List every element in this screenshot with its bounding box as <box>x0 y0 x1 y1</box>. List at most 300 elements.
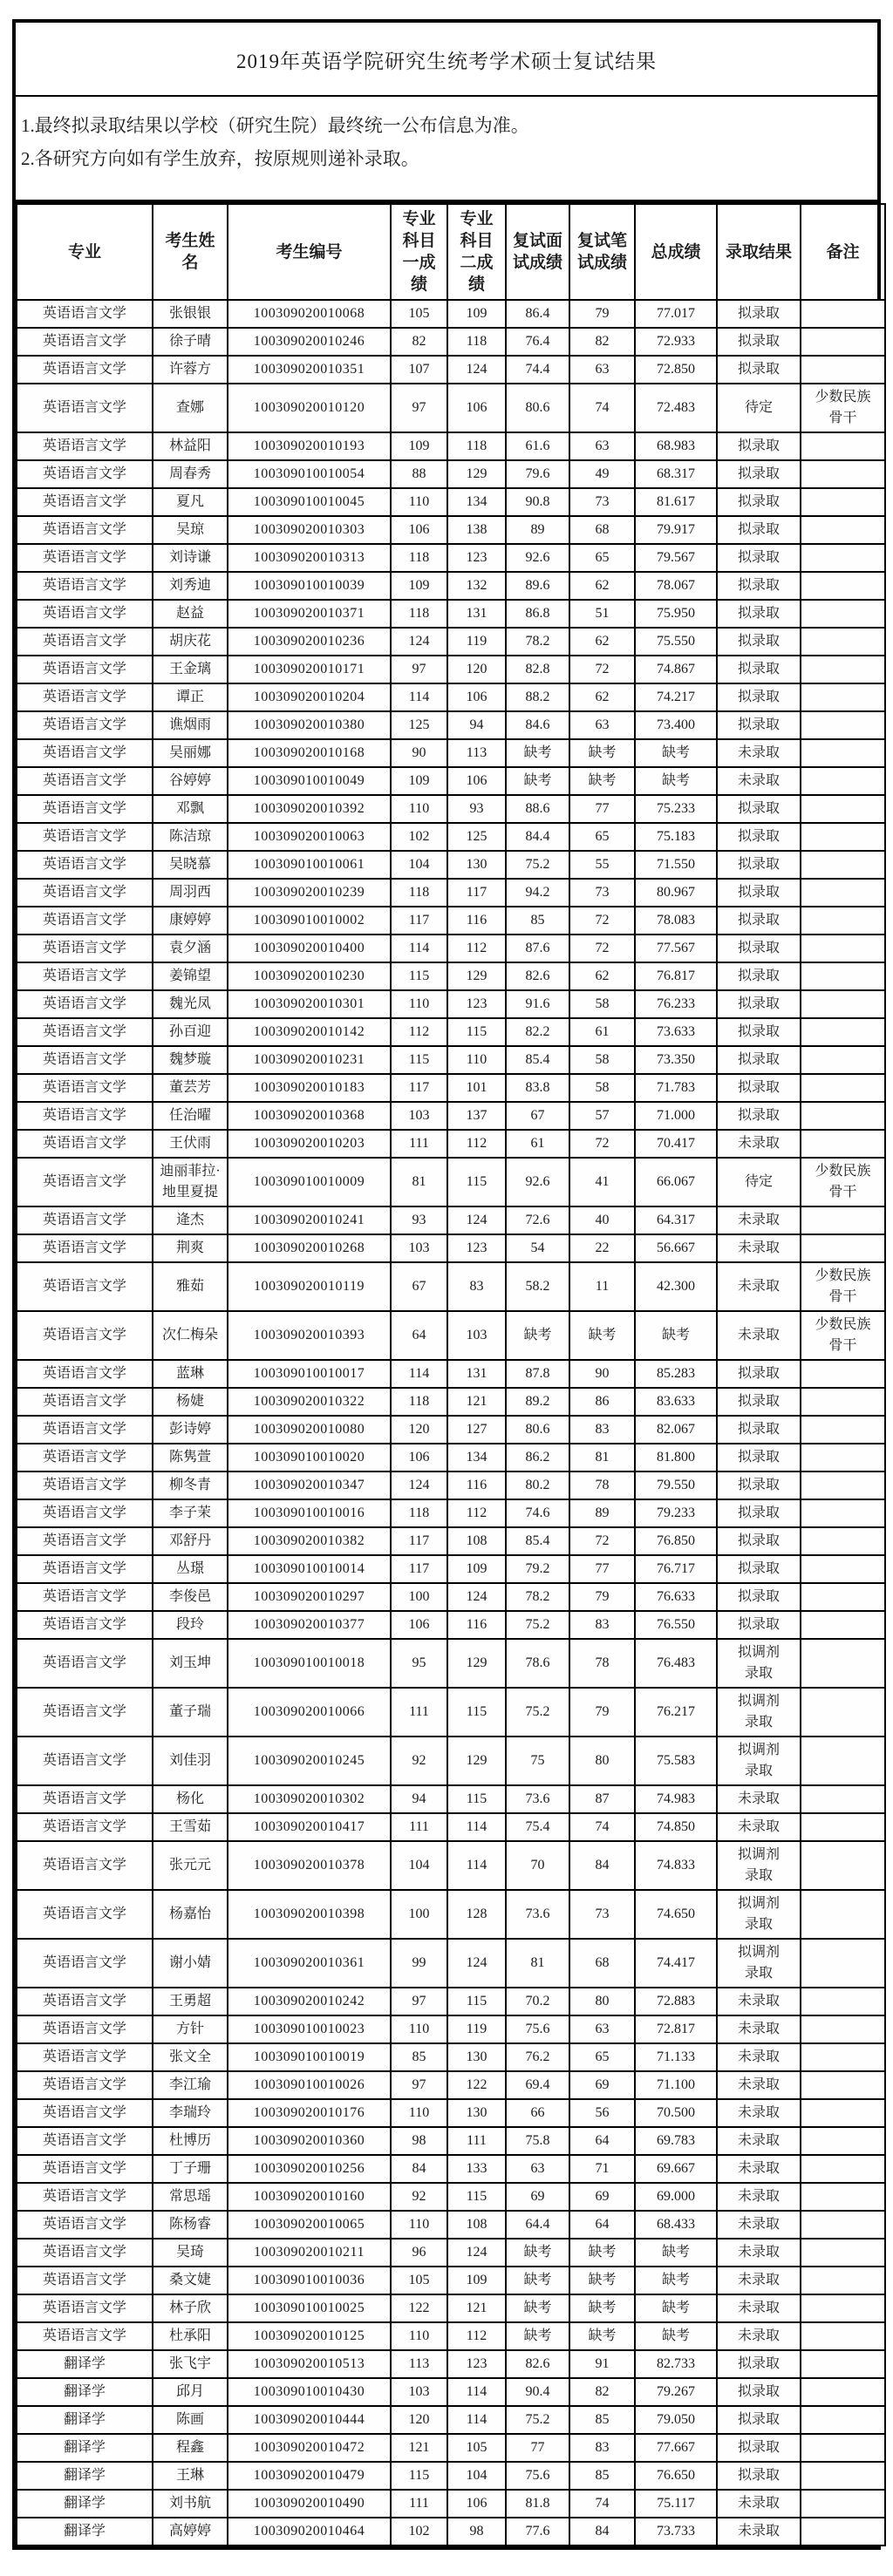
cell-interview: 缺考 <box>506 2239 569 2267</box>
cell-candidate-id: 100309010010049 <box>228 767 391 795</box>
cell-name: 许蓉方 <box>153 356 228 384</box>
cell-total: 73.733 <box>635 2518 717 2545</box>
cell-major: 英语语言文学 <box>17 2267 153 2294</box>
cell-major: 翻译学 <box>17 2350 153 2378</box>
table-row <box>17 1939 885 1988</box>
cell-subject2: 115 <box>447 1158 506 1206</box>
cell-major: 英语语言文学 <box>17 767 153 795</box>
cell-interview: 77 <box>506 2434 569 2462</box>
cell-written: 58 <box>569 990 635 1018</box>
cell-subject1: 115 <box>391 2462 447 2490</box>
cell-result: 拟录取 <box>717 2462 801 2490</box>
cell-total: 64.317 <box>635 1206 717 1234</box>
cell-major: 英语语言文学 <box>17 907 153 935</box>
cell-name: 刘诗谦 <box>153 544 228 572</box>
cell-major: 翻译学 <box>17 2518 153 2545</box>
cell-subject2: 121 <box>447 2294 506 2322</box>
cell-candidate-id: 100309020010472 <box>228 2434 391 2462</box>
cell-total: 85.283 <box>635 1360 717 1388</box>
cell-result: 未录取 <box>717 2183 801 2211</box>
cell-written: 缺考 <box>569 2294 635 2322</box>
cell-candidate-id: 100309020010168 <box>228 739 391 767</box>
cell-result: 拟录取 <box>717 628 801 656</box>
header-result: 录取结果 <box>717 204 801 300</box>
cell-result: 拟录取 <box>717 1416 801 1444</box>
cell-subject1: 64 <box>391 1311 447 1360</box>
cell-remark <box>801 683 885 711</box>
cell-name: 夏凡 <box>153 488 228 516</box>
cell-subject1: 103 <box>391 1102 447 1130</box>
cell-result: 拟录取 <box>717 656 801 683</box>
cell-name: 赵益 <box>153 600 228 628</box>
cell-result: 拟录取 <box>717 1527 801 1555</box>
table-row <box>17 990 885 1018</box>
cell-remark <box>801 1444 885 1472</box>
cell-interview: 86.4 <box>506 300 569 328</box>
cell-written: 78 <box>569 1639 635 1688</box>
cell-remark: 少数民族骨干 <box>801 1158 885 1206</box>
cell-candidate-id: 100309020010297 <box>228 1583 391 1611</box>
cell-major: 英语语言文学 <box>17 2155 153 2183</box>
cell-subject2: 106 <box>447 767 506 795</box>
cell-total: 69.000 <box>635 2183 717 2211</box>
cell-total: 74.983 <box>635 1785 717 1813</box>
cell-major: 英语语言文学 <box>17 2099 153 2127</box>
cell-written: 缺考 <box>569 2322 635 2350</box>
cell-written: 63 <box>569 356 635 384</box>
table-row <box>17 1639 885 1688</box>
cell-interview: 75.2 <box>506 1688 569 1737</box>
cell-name: 王琳 <box>153 2462 228 2490</box>
cell-subject1: 93 <box>391 1206 447 1234</box>
cell-subject1: 118 <box>391 1499 447 1527</box>
cell-total: 56.667 <box>635 1234 717 1262</box>
cell-interview: 87.6 <box>506 935 569 962</box>
cell-subject1: 105 <box>391 300 447 328</box>
cell-subject1: 110 <box>391 488 447 516</box>
cell-name: 刘佳羽 <box>153 1737 228 1785</box>
cell-subject1: 121 <box>391 2434 447 2462</box>
cell-subject2: 105 <box>447 2434 506 2462</box>
cell-interview: 70.2 <box>506 1988 569 2015</box>
cell-result: 拟录取 <box>717 488 801 516</box>
cell-written: 58 <box>569 1074 635 1102</box>
cell-remark <box>801 544 885 572</box>
cell-candidate-id: 100309020010176 <box>228 2099 391 2127</box>
cell-major: 英语语言文学 <box>17 1583 153 1611</box>
cell-interview: 74.4 <box>506 356 569 384</box>
cell-subject2: 109 <box>447 2267 506 2294</box>
cell-remark: 少数民族骨干 <box>801 1311 885 1360</box>
note-line-1: 1.最终拟录取结果以学校（研究生院）最终统一公布信息为准。 <box>21 115 529 136</box>
cell-subject1: 106 <box>391 1611 447 1639</box>
header-row <box>17 204 885 300</box>
cell-candidate-id: 100309020010400 <box>228 935 391 962</box>
cell-name: 张元元 <box>153 1841 228 1890</box>
cell-result: 拟录取 <box>717 432 801 460</box>
cell-remark <box>801 1527 885 1555</box>
cell-name: 康婷婷 <box>153 907 228 935</box>
cell-subject1: 97 <box>391 656 447 683</box>
cell-name: 胡庆花 <box>153 628 228 656</box>
cell-subject2: 123 <box>447 990 506 1018</box>
cell-subject1: 114 <box>391 1360 447 1388</box>
cell-total: 74.217 <box>635 683 717 711</box>
table-row <box>17 1785 885 1813</box>
cell-written: 82 <box>569 2378 635 2406</box>
cell-name: 李子茉 <box>153 1499 228 1527</box>
cell-major: 英语语言文学 <box>17 1785 153 1813</box>
cell-total: 83.633 <box>635 1388 717 1416</box>
cell-subject1: 110 <box>391 2015 447 2043</box>
cell-written: 81 <box>569 1444 635 1472</box>
cell-written: 83 <box>569 1416 635 1444</box>
cell-written: 62 <box>569 628 635 656</box>
cell-written: 71 <box>569 2155 635 2183</box>
cell-interview: 90.4 <box>506 2378 569 2406</box>
cell-candidate-id: 100309020010513 <box>228 2350 391 2378</box>
cell-remark <box>801 1360 885 1388</box>
table-row <box>17 1813 885 1841</box>
cell-written: 84 <box>569 2518 635 2545</box>
cell-candidate-id: 100309010010054 <box>228 460 391 488</box>
cell-candidate-id: 100309010010045 <box>228 488 391 516</box>
table-row <box>17 2322 885 2350</box>
cell-major: 英语语言文学 <box>17 300 153 328</box>
cell-subject1: 94 <box>391 1785 447 1813</box>
cell-subject1: 106 <box>391 1444 447 1472</box>
cell-remark <box>801 1841 885 1890</box>
cell-remark <box>801 1472 885 1499</box>
cell-remark <box>801 1018 885 1046</box>
cell-subject2: 119 <box>447 2015 506 2043</box>
cell-written: 64 <box>569 2211 635 2239</box>
cell-total: 74.650 <box>635 1890 717 1939</box>
cell-total: 69.783 <box>635 2127 717 2155</box>
cell-subject2: 109 <box>447 300 506 328</box>
cell-major: 英语语言文学 <box>17 2183 153 2211</box>
cell-subject2: 112 <box>447 1130 506 1158</box>
cell-subject2: 122 <box>447 2071 506 2099</box>
cell-total: 66.067 <box>635 1158 717 1206</box>
cell-subject2: 104 <box>447 2462 506 2490</box>
cell-total: 42.300 <box>635 1262 717 1311</box>
cell-total: 78.083 <box>635 907 717 935</box>
table-row <box>17 879 885 907</box>
cell-candidate-id: 100309020010392 <box>228 795 391 823</box>
cell-written: 73 <box>569 879 635 907</box>
cell-result: 拟录取 <box>717 544 801 572</box>
cell-subject2: 132 <box>447 572 506 600</box>
cell-candidate-id: 100309020010393 <box>228 1311 391 1360</box>
cell-candidate-id: 100309020010368 <box>228 1102 391 1130</box>
cell-name: 段玲 <box>153 1611 228 1639</box>
cell-result: 未录取 <box>717 1311 801 1360</box>
table-row <box>17 2127 885 2155</box>
cell-subject1: 100 <box>391 1583 447 1611</box>
cell-interview: 92.6 <box>506 544 569 572</box>
cell-subject2: 115 <box>447 1785 506 1813</box>
cell-interview: 78.2 <box>506 1583 569 1611</box>
cell-subject2: 129 <box>447 1737 506 1785</box>
cell-candidate-id: 100309020010417 <box>228 1813 391 1841</box>
cell-major: 英语语言文学 <box>17 1499 153 1527</box>
cell-written: 64 <box>569 2127 635 2155</box>
cell-interview: 83.8 <box>506 1074 569 1102</box>
cell-interview: 缺考 <box>506 1311 569 1360</box>
cell-subject1: 120 <box>391 2406 447 2434</box>
cell-major: 英语语言文学 <box>17 1158 153 1206</box>
table-row <box>17 600 885 628</box>
cell-written: 65 <box>569 2043 635 2071</box>
cell-remark <box>801 962 885 990</box>
cell-total: 79.550 <box>635 1472 717 1499</box>
cell-subject1: 104 <box>391 1841 447 1890</box>
cell-total: 77.567 <box>635 935 717 962</box>
cell-remark <box>801 460 885 488</box>
cell-subject1: 109 <box>391 572 447 600</box>
cell-interview: 78.2 <box>506 628 569 656</box>
cell-subject2: 108 <box>447 1527 506 1555</box>
cell-subject1: 107 <box>391 356 447 384</box>
cell-remark <box>801 1688 885 1737</box>
cell-subject1: 118 <box>391 600 447 628</box>
cell-name: 孙百迎 <box>153 1018 228 1046</box>
document-sheet <box>12 19 881 2550</box>
table-row <box>17 711 885 739</box>
cell-subject2: 129 <box>447 962 506 990</box>
cell-subject1: 103 <box>391 2378 447 2406</box>
cell-result: 拟调剂录取 <box>717 1639 801 1688</box>
cell-written: 77 <box>569 795 635 823</box>
cell-result: 未录取 <box>717 1813 801 1841</box>
cell-written: 86 <box>569 1388 635 1416</box>
cell-interview: 75.6 <box>506 2015 569 2043</box>
cell-subject2: 120 <box>447 656 506 683</box>
cell-subject1: 122 <box>391 2294 447 2322</box>
cell-name: 吴丽娜 <box>153 739 228 767</box>
cell-name: 陈杨睿 <box>153 2211 228 2239</box>
cell-result: 未录取 <box>717 2043 801 2071</box>
cell-name: 次仁梅朵 <box>153 1311 228 1360</box>
cell-candidate-id: 100309010010018 <box>228 1639 391 1688</box>
cell-major: 英语语言文学 <box>17 711 153 739</box>
cell-subject2: 131 <box>447 600 506 628</box>
cell-total: 缺考 <box>635 2239 717 2267</box>
cell-written: 72 <box>569 656 635 683</box>
cell-subject2: 119 <box>447 628 506 656</box>
cell-subject1: 117 <box>391 1555 447 1583</box>
cell-written: 72 <box>569 935 635 962</box>
cell-subject1: 118 <box>391 879 447 907</box>
cell-major: 英语语言文学 <box>17 1102 153 1130</box>
cell-total: 74.833 <box>635 1841 717 1890</box>
table-row <box>17 1688 885 1737</box>
cell-candidate-id: 100309020010063 <box>228 823 391 851</box>
cell-interview: 84.6 <box>506 711 569 739</box>
cell-major: 英语语言文学 <box>17 990 153 1018</box>
cell-written: 缺考 <box>569 739 635 767</box>
cell-interview: 58.2 <box>506 1262 569 1311</box>
cell-interview: 77.6 <box>506 2518 569 2545</box>
cell-interview: 75.2 <box>506 851 569 879</box>
cell-total: 76.850 <box>635 1527 717 1555</box>
cell-name: 陈洁琼 <box>153 823 228 851</box>
cell-subject1: 81 <box>391 1158 447 1206</box>
cell-remark <box>801 1130 885 1158</box>
cell-result: 未录取 <box>717 2155 801 2183</box>
cell-subject1: 113 <box>391 2350 447 2378</box>
cell-candidate-id: 100309010010002 <box>228 907 391 935</box>
cell-interview: 82.2 <box>506 1018 569 1046</box>
cell-subject1: 84 <box>391 2155 447 2183</box>
cell-subject2: 117 <box>447 879 506 907</box>
table-row <box>17 1737 885 1785</box>
cell-subject1: 97 <box>391 2071 447 2099</box>
cell-major: 英语语言文学 <box>17 683 153 711</box>
cell-interview: 73.6 <box>506 1890 569 1939</box>
cell-name: 任治曜 <box>153 1102 228 1130</box>
cell-total: 76.650 <box>635 2462 717 2490</box>
cell-written: 72 <box>569 1527 635 1555</box>
cell-total: 75.117 <box>635 2490 717 2518</box>
cell-total: 74.417 <box>635 1939 717 1988</box>
cell-total: 71.550 <box>635 851 717 879</box>
cell-remark <box>801 2434 885 2462</box>
table-row <box>17 432 885 460</box>
cell-subject2: 133 <box>447 2155 506 2183</box>
cell-interview: 61.6 <box>506 432 569 460</box>
cell-remark <box>801 1234 885 1262</box>
cell-remark <box>801 2267 885 2294</box>
cell-candidate-id: 100309020010398 <box>228 1890 391 1939</box>
table-row <box>17 1388 885 1416</box>
cell-candidate-id: 100309020010268 <box>228 1234 391 1262</box>
cell-total: 75.550 <box>635 628 717 656</box>
cell-result: 拟调剂录取 <box>717 1939 801 1988</box>
cell-subject1: 109 <box>391 432 447 460</box>
cell-written: 79 <box>569 300 635 328</box>
cell-total: 76.233 <box>635 990 717 1018</box>
cell-result: 拟录取 <box>717 795 801 823</box>
cell-result: 未录取 <box>717 1206 801 1234</box>
cell-major: 英语语言文学 <box>17 739 153 767</box>
cell-result: 拟录取 <box>717 1074 801 1102</box>
cell-remark <box>801 2490 885 2518</box>
cell-interview: 88.2 <box>506 683 569 711</box>
cell-name: 张文全 <box>153 2043 228 2071</box>
cell-total: 81.617 <box>635 488 717 516</box>
cell-name: 董子瑞 <box>153 1688 228 1737</box>
cell-subject1: 97 <box>391 1988 447 2015</box>
table-row <box>17 2099 885 2127</box>
cell-subject2: 118 <box>447 328 506 356</box>
cell-interview: 85 <box>506 907 569 935</box>
cell-subject1: 67 <box>391 1262 447 1311</box>
cell-major: 英语语言文学 <box>17 1988 153 2015</box>
cell-major: 英语语言文学 <box>17 1527 153 1555</box>
cell-subject2: 112 <box>447 1499 506 1527</box>
cell-subject1: 90 <box>391 739 447 767</box>
cell-subject2: 134 <box>447 488 506 516</box>
cell-remark <box>801 2127 885 2155</box>
cell-name: 谯烟雨 <box>153 711 228 739</box>
cell-major: 英语语言文学 <box>17 1046 153 1074</box>
cell-remark <box>801 1102 885 1130</box>
cell-interview: 缺考 <box>506 2267 569 2294</box>
cell-written: 69 <box>569 2071 635 2099</box>
cell-major: 英语语言文学 <box>17 1639 153 1688</box>
cell-subject1: 110 <box>391 2211 447 2239</box>
table-row <box>17 907 885 935</box>
cell-subject2: 114 <box>447 2378 506 2406</box>
cell-candidate-id: 100309010010025 <box>228 2294 391 2322</box>
table-row <box>17 516 885 544</box>
cell-major: 翻译学 <box>17 2462 153 2490</box>
cell-major: 英语语言文学 <box>17 656 153 683</box>
cell-remark <box>801 1499 885 1527</box>
cell-interview: 75.8 <box>506 2127 569 2155</box>
cell-candidate-id: 100309020010080 <box>228 1416 391 1444</box>
cell-name: 吴晓慕 <box>153 851 228 879</box>
cell-candidate-id: 100309020010239 <box>228 879 391 907</box>
cell-interview: 80.6 <box>506 1416 569 1444</box>
cell-major: 英语语言文学 <box>17 1444 153 1472</box>
cell-remark <box>801 628 885 656</box>
cell-subject2: 101 <box>447 1074 506 1102</box>
cell-written: 83 <box>569 1611 635 1639</box>
cell-written: 87 <box>569 1785 635 1813</box>
cell-candidate-id: 100309020010171 <box>228 656 391 683</box>
cell-interview: 缺考 <box>506 739 569 767</box>
cell-written: 80 <box>569 1988 635 2015</box>
cell-result: 拟调剂录取 <box>717 1841 801 1890</box>
cell-name: 吴琼 <box>153 516 228 544</box>
cell-result: 拟录取 <box>717 1583 801 1611</box>
cell-written: 55 <box>569 851 635 879</box>
cell-subject1: 117 <box>391 907 447 935</box>
cell-subject1: 112 <box>391 1018 447 1046</box>
cell-major: 英语语言文学 <box>17 1939 153 1988</box>
cell-interview: 75.4 <box>506 1813 569 1841</box>
cell-subject1: 117 <box>391 1074 447 1102</box>
cell-result: 未录取 <box>717 739 801 767</box>
cell-major: 英语语言文学 <box>17 432 153 460</box>
cell-name: 常思瑶 <box>153 2183 228 2211</box>
cell-written: 89 <box>569 1499 635 1527</box>
cell-total: 75.583 <box>635 1737 717 1785</box>
cell-candidate-id: 100309020010211 <box>228 2239 391 2267</box>
cell-total: 78.067 <box>635 572 717 600</box>
cell-major: 英语语言文学 <box>17 2294 153 2322</box>
cell-major: 英语语言文学 <box>17 935 153 962</box>
table-row <box>17 1158 885 1206</box>
cell-subject1: 110 <box>391 990 447 1018</box>
cell-name: 徐子晴 <box>153 328 228 356</box>
cell-total: 76.633 <box>635 1583 717 1611</box>
cell-remark: 少数民族骨干 <box>801 384 885 432</box>
cell-interview: 69.4 <box>506 2071 569 2099</box>
cell-subject2: 112 <box>447 935 506 962</box>
header-subject1: 专业科目一成绩 <box>391 204 447 300</box>
table-row <box>17 1046 885 1074</box>
cell-name: 李俊邑 <box>153 1583 228 1611</box>
table-row <box>17 544 885 572</box>
cell-written: 56 <box>569 2099 635 2127</box>
cell-name: 高婷婷 <box>153 2518 228 2545</box>
cell-subject2: 129 <box>447 460 506 488</box>
cell-interview: 66 <box>506 2099 569 2127</box>
